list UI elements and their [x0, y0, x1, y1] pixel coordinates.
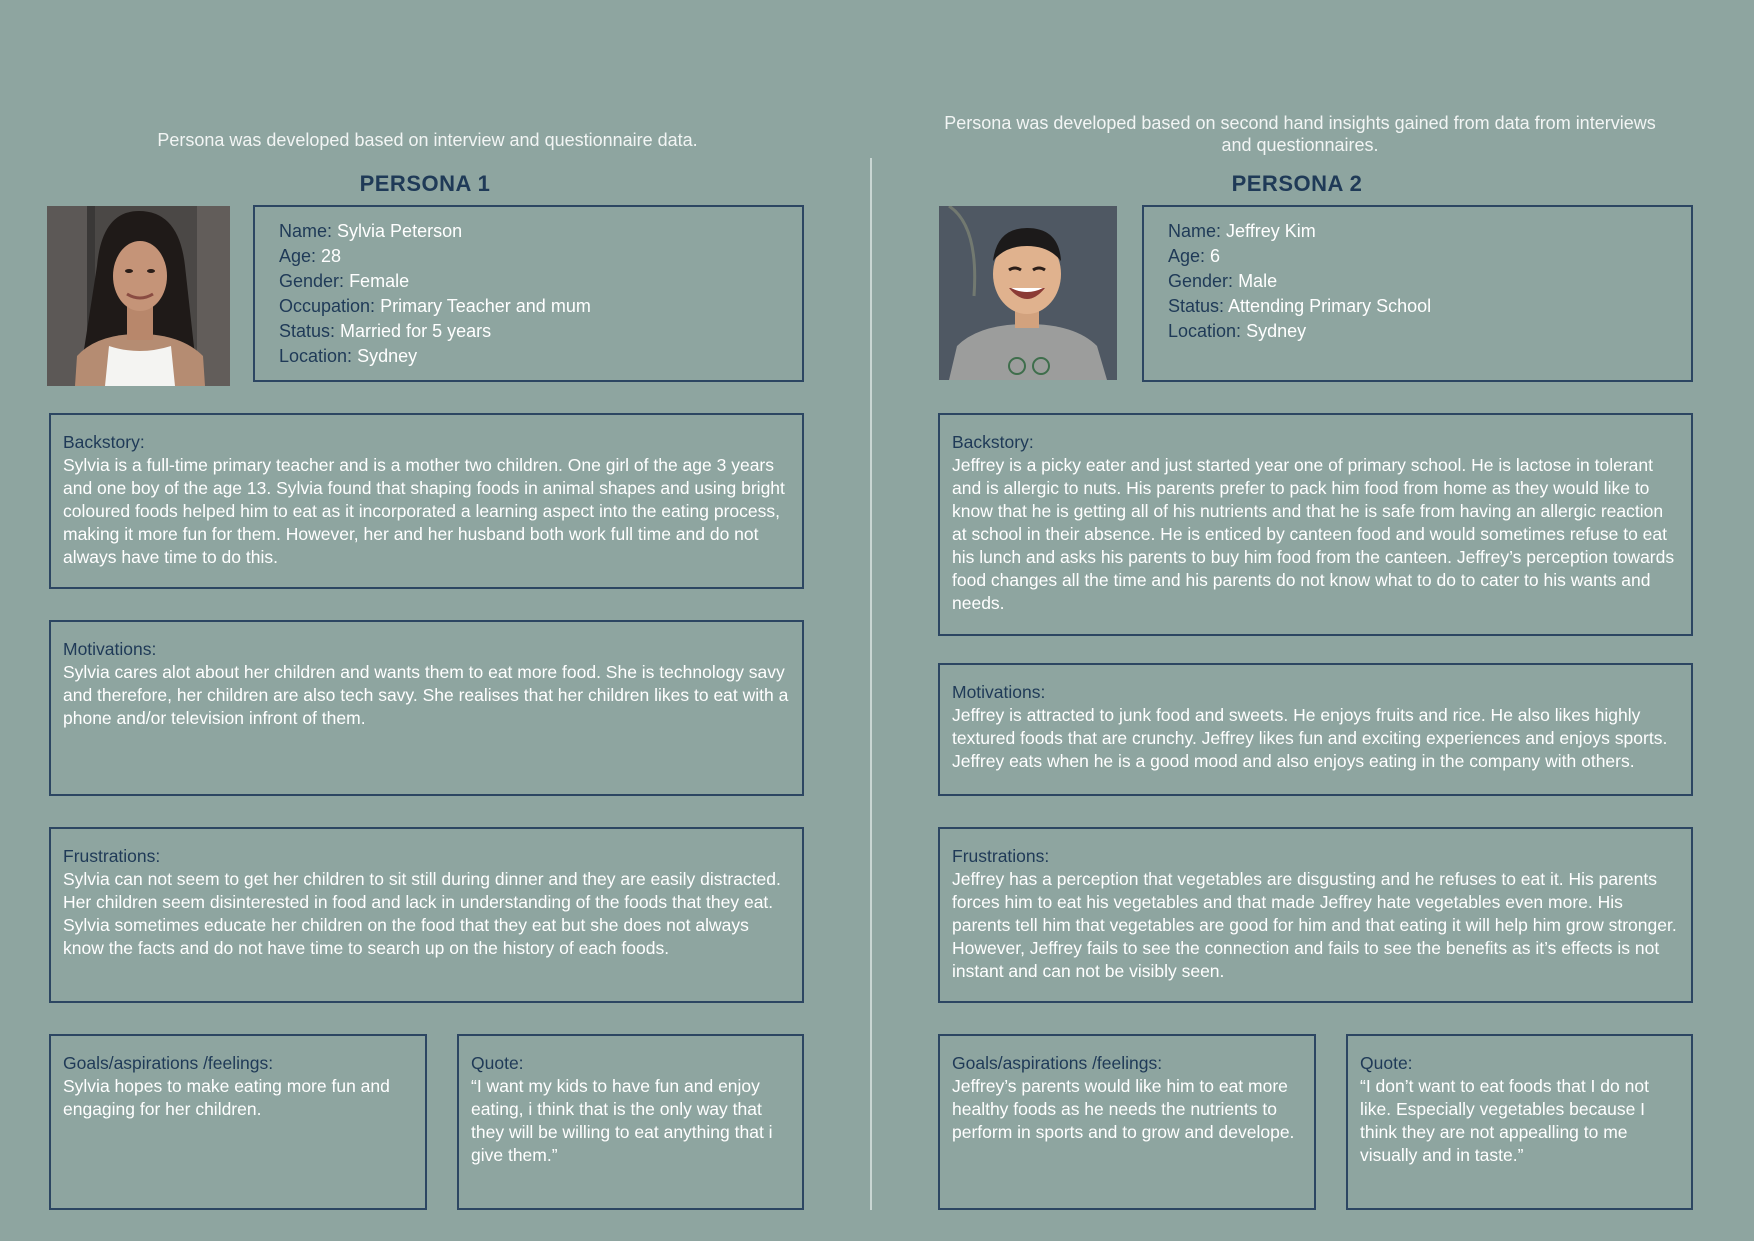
persona1-age-row	[279, 244, 778, 269]
persona1-gender-row	[279, 269, 778, 294]
goals-heading: Goals/aspirations /feelings:	[952, 1053, 1163, 1073]
occupation-label: Occupation:	[279, 296, 376, 316]
persona1-motivations-card	[49, 620, 804, 796]
age-value: 28	[321, 246, 342, 266]
persona1-photo	[47, 206, 230, 386]
age-label: Age:	[279, 246, 317, 266]
age-value: 6	[1210, 246, 1221, 266]
backstory-heading: Backstory:	[952, 432, 1034, 452]
quote-text: “I don’t want to eat foods that I do not like. Especially vegetables because I think they are not appealling to me visually and in taste.”	[1360, 1076, 1649, 1165]
location-label: Location:	[1168, 321, 1242, 341]
motivations-heading: Motivations:	[63, 639, 157, 659]
motivations-heading: Motivations:	[952, 682, 1046, 702]
status-label: Status:	[279, 321, 336, 341]
persona1-intro: Persona was developed based on interview and questionnaire data.	[157, 130, 698, 150]
persona1-location-row	[279, 344, 778, 369]
location-label: Location:	[279, 346, 353, 366]
persona2-quote-card	[1346, 1034, 1693, 1210]
status-label: Status:	[1168, 296, 1225, 316]
persona2-frustrations-card	[938, 827, 1693, 1003]
quote-heading: Quote:	[471, 1053, 524, 1073]
name-value: Jeffrey Kim	[1226, 221, 1316, 241]
persona1-quote-card	[457, 1034, 804, 1210]
quote-text: “I want my kids to have fun and enjoy eating, i think that is the only way that they will be willing to eat anything that i give them.”	[471, 1076, 773, 1165]
persona1-frustrations-card	[49, 827, 804, 1003]
persona2-gender-row	[1168, 269, 1667, 294]
persona2-photo	[939, 206, 1117, 380]
frustrations-heading: Frustrations:	[952, 846, 1050, 866]
gender-label: Gender:	[279, 271, 345, 291]
goals-heading: Goals/aspirations /feelings:	[63, 1053, 274, 1073]
center-divider	[870, 158, 872, 1210]
frustrations-text: Jeffrey has a perception that vegetables are disgusting and he refuses to eat it. His parents forces him to eat his vegetables and that made Jeffrey hate vegetables even more. His parents tell him that vegetables are good for him and that eating it will help him grow stronger. However, Jeffrey fails to see the connection and fails to see the benefits as it’s effects is not instant and can not be visibly seen.	[952, 869, 1677, 981]
persona2-motivations-card	[938, 663, 1693, 796]
name-label: Name:	[279, 221, 333, 241]
persona1-backstory-card	[49, 413, 804, 589]
backstory-text: Jeffrey is a picky eater and just started year one of primary school. He is lactose in tolerant and is allergic to nuts. His parents prefer to pack him food from home as they would like to know that he is getting all of his nutrients and that he is safe from having an allergic reaction at school in their absence. He is enticed by canteen food and would sometimes refuse to eat his lunch and asks his parents to buy him food from the canteen. Jeffrey’s perception towards food changes all the time and his parents do not know what to do to cater to his wants and needs.	[952, 455, 1675, 613]
frustrations-text: Sylvia can not seem to get her children to sit still during dinner and they are easily distracted. Her children seem disinterested in food and lack in understanding of the foods that they eat. Sylvia sometimes educate her children on the food that they eat but she does not always know the facts and do not have time to search up on the history of each foods.	[63, 869, 781, 958]
persona1-status-row	[279, 319, 778, 344]
persona2-status-row	[1168, 294, 1667, 319]
motivations-text: Jeffrey is attracted to junk food and sweets. He enjoys fruits and rice. He also likes highly textured foods that are crunchy. Jeffrey likes fun and exciting experiences and enjoys sports. Jeffrey eats when he is a good mood and also enjoys eating in the company with others.	[952, 705, 1668, 771]
name-value: Sylvia Peterson	[337, 221, 463, 241]
location-value: Sydney	[357, 346, 418, 366]
location-value: Sydney	[1246, 321, 1307, 341]
frustrations-heading: Frustrations:	[63, 846, 161, 866]
gender-label: Gender:	[1168, 271, 1234, 291]
persona2-intro: Persona was developed based on second hand insights gained from data from interviews and questionnaires.	[944, 113, 1656, 155]
persona2-location-row	[1168, 319, 1667, 344]
persona2-goals-card	[938, 1034, 1316, 1210]
backstory-heading: Backstory:	[63, 432, 145, 452]
persona1-info-card	[253, 205, 804, 382]
name-label: Name:	[1168, 221, 1222, 241]
motivations-text: Sylvia cares alot about her children and wants them to eat more food. She is technology savy and therefore, her children are also tech savy. She realises that her children likes to eat with a phone and/or television infront of them.	[63, 662, 789, 728]
status-value: Married for 5 years	[340, 321, 492, 341]
gender-value: Female	[349, 271, 410, 291]
age-label: Age:	[1168, 246, 1206, 266]
backstory-text: Sylvia is a full-time primary teacher and is a mother two children. One girl of the age 3 years and one boy of the age 13. Sylvia found that shaping foods in animal shapes and using bright coloured foods helped him to eat as it incorporated a learning aspect into the eating process, making it more fun for them. However, her and her husband both work full time and do not always have time to do this.	[63, 455, 785, 567]
persona2-name-row	[1168, 219, 1667, 244]
persona1-name-row	[279, 219, 778, 244]
gender-value: Male	[1238, 271, 1278, 291]
persona1-goals-card	[49, 1034, 427, 1210]
status-value: Attending Primary School	[1228, 296, 1432, 316]
persona2-info-card	[1142, 205, 1693, 382]
persona2-backstory-card	[938, 413, 1693, 636]
persona2-age-row	[1168, 244, 1667, 269]
persona1-occupation-row	[279, 294, 778, 319]
persona2-title: PERSONA 2	[1231, 171, 1363, 196]
goals-text: Sylvia hopes to make eating more fun and engaging for her children.	[63, 1076, 390, 1119]
occupation-value: Primary Teacher and mum	[380, 296, 591, 316]
quote-heading: Quote:	[1360, 1053, 1413, 1073]
persona1-title: PERSONA 1	[359, 171, 491, 196]
goals-text: Jeffrey’s parents would like him to eat more healthy foods as he needs the nutrients to perform in sports and to grow and develope.	[952, 1076, 1295, 1142]
